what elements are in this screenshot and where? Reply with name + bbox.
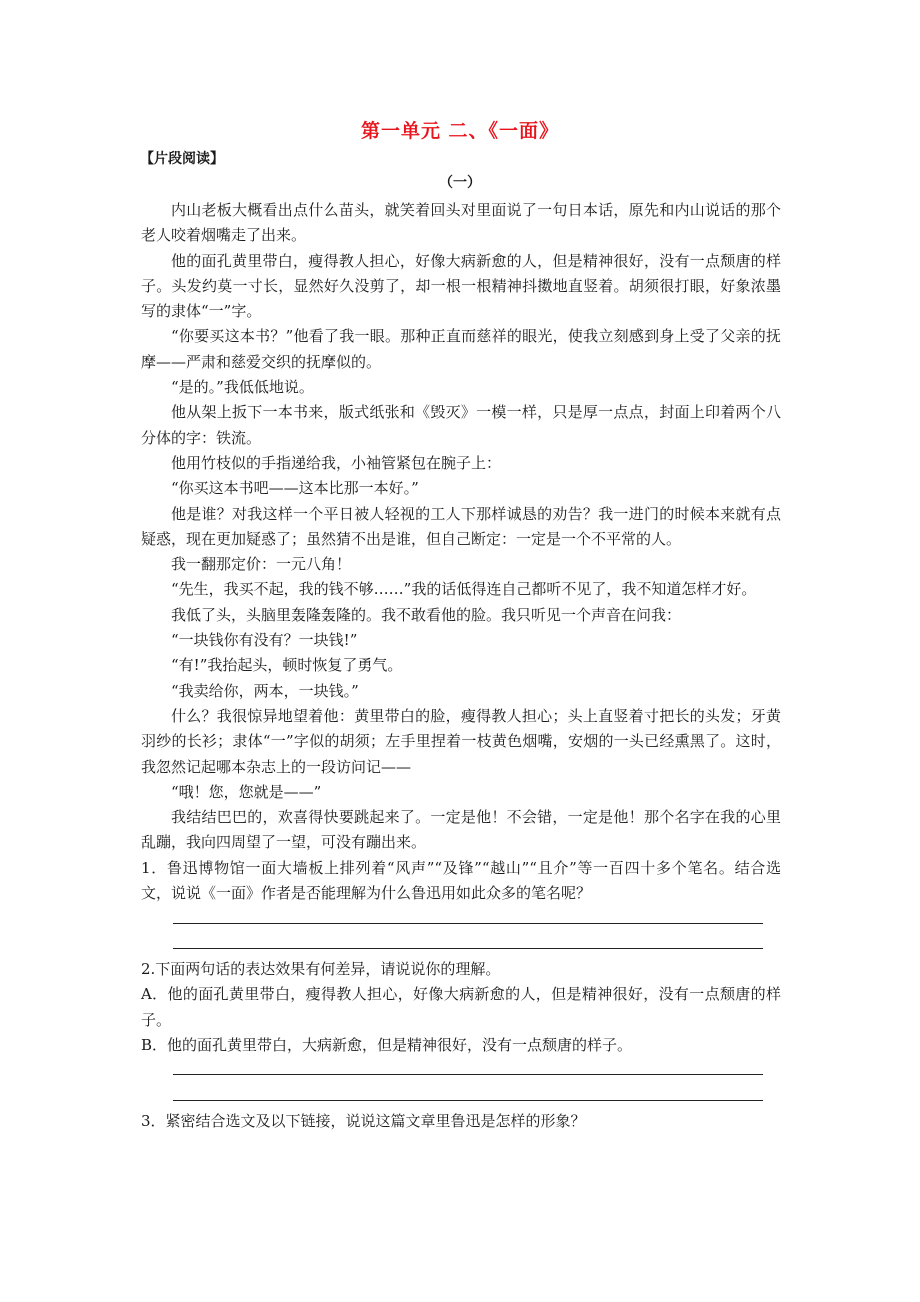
paragraph: 我低了头，头脑里轰隆轰隆的。我不敢看他的脸。我只听见一个声音在问我： [171, 605, 682, 624]
paragraph: “是的。”我低低地说。 [171, 378, 314, 397]
paragraph: 他从架上扳下一本书来，版式纸张和《毁灭》一模一样，只是厚一点点，封面上印着两个八分体的字：铁流。 [141, 403, 781, 447]
answer-line[interactable] [141, 1083, 781, 1108]
paragraph: “哦！您，您就是——” [171, 782, 322, 801]
paragraph: “有!”我抬起头，顿时恢复了勇气。 [171, 656, 403, 675]
paragraph: “一块钱你有没有？一块钱!” [171, 631, 358, 650]
paragraph: 我一翻那定价：一元八角！ [171, 555, 352, 574]
paragraph: “我卖给你，两本，一块钱。” [171, 681, 359, 700]
question-2-option-a: A．他的面孔黄里带白，瘦得教人担心，好像大病新愈的人，但是精神很好，没有一点颓唐的样子。 [141, 985, 781, 1029]
paragraph: 他的面孔黄里带白，瘦得教人担心，好像大病新愈的人，但是精神很好，没有一点颓唐的样子。头发约莫一寸长，显然好久没剪了，却一根一根精神抖擞地直竖着。胡须很打眼，好象浓墨写的隶体“一”字。 [141, 251, 781, 321]
question-2-option-b: B．他的面孔黄里带白，大病新愈，但是精神很好，没有一点颓唐的样子。 [141, 1035, 633, 1054]
question-1: 1．鲁迅博物馆一面大墙板上排列着“风声”“及锋”“越山”“且介”等一百四十多个笔名。结合选文，说说《一面》作者是否能理解为什么鲁迅用如此众多的笔名呢？ [141, 858, 781, 903]
paragraph: 他用竹枝似的手指递给我，小袖管紧包在腕子上： [171, 453, 502, 472]
paragraph: 内山老板大概看出点什么苗头，就笑着回头对里面说了一句日本话，原先和内山说话的那个老人咬着烟嘴走了出来。 [141, 201, 781, 245]
paragraph: 什么？我很惊异地望着他：黄里带白的脸，瘦得教人担心；头上直竖着寸把长的头发；牙黄羽纱的长衫；隶体“一”字似的胡须；左手里捏着一枝黄色烟嘴，安烟的一头已经熏黑了。这时，我忽然记起哪本杂志上的一段访问记—— [141, 706, 781, 776]
subsection-label: （一） [439, 175, 481, 191]
page-title: 第一单元 二、《一面》 [360, 120, 560, 142]
paragraph: “你要买这本书？”他看了我一眼。那种正直而慈祥的眼光，使我立刻感到身上受了父亲的抚摩——严肃和慈爱交织的抚摩似的。 [141, 327, 781, 371]
section-label: 【片段阅读】 [140, 151, 224, 167]
paragraph: “先生，我买不起，我的钱不够……”我的话低得连自己都听不见了，我不知道怎样才好。 [171, 580, 757, 599]
answer-line[interactable] [141, 906, 781, 931]
paragraph: “你买这本书吧——这本比那一本好。” [171, 479, 419, 498]
answer-line[interactable] [141, 1058, 781, 1083]
question-2: 2.下面两句话的表达效果有何差异，请说说你的理解。 [141, 959, 501, 978]
reading-passage [141, 198, 781, 1134]
answer-line[interactable] [141, 932, 781, 957]
paragraph: 我结结巴巴的，欢喜得快要跳起来了。一定是他！不会错，一定是他！那个名字在我的心里乱蹦，我向四周望了一望，可没有蹦出来。 [141, 808, 781, 852]
paragraph: 他是谁？对我这样一个平日被人轻视的工人下那样诚恳的劝告？我一进门的时候本来就有点疑惑，现在更加疑惑了；虽然猜不出是谁，但自己断定：一定是一个不平常的人。 [141, 504, 781, 548]
question-3: 3．紧密结合选文及以下链接，说说这篇文章里鲁迅是怎样的形象？ [141, 1111, 586, 1130]
